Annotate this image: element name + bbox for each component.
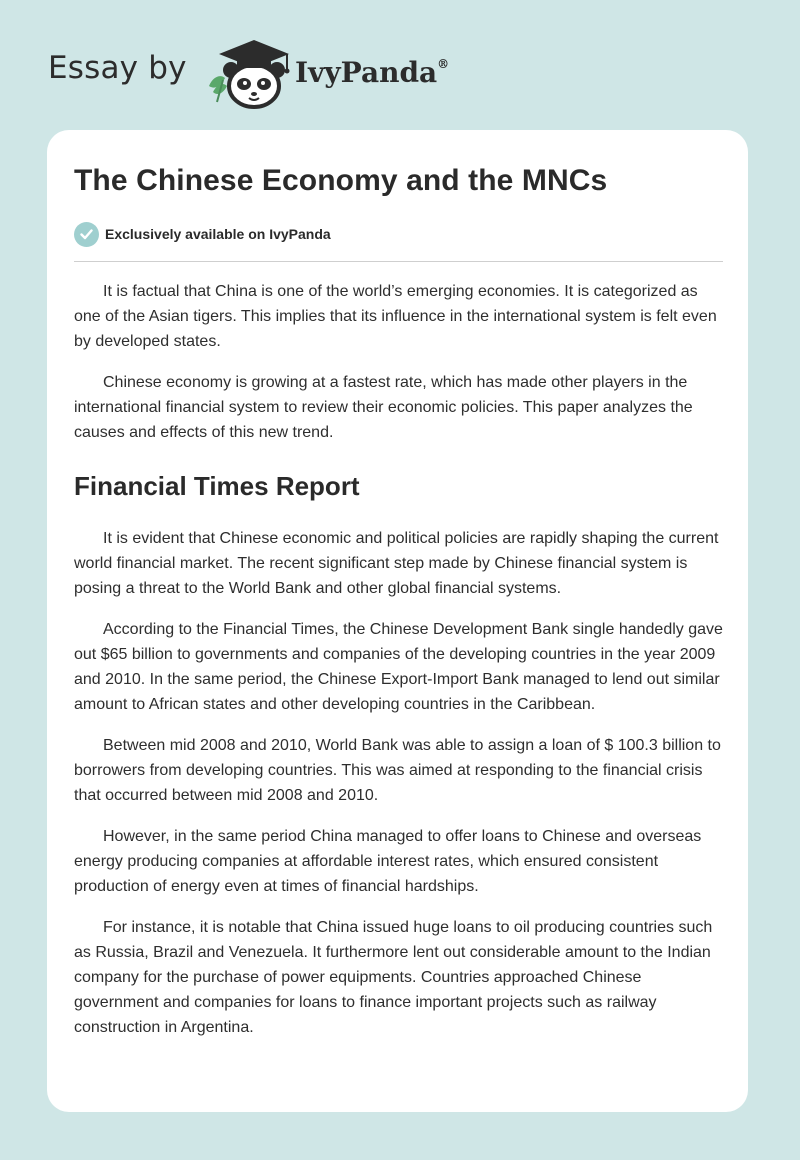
paragraph: Between mid 2008 and 2010, World Bank was able to assign a loan of $ 100.3 billion to borrowers from developing countries. This was aimed at responding to the financial crisis that occurred between mid 2008 and 2010. — [74, 737, 721, 804]
site-header — [48, 30, 548, 110]
page-title: The Chinese Economy and the MNCs — [74, 164, 608, 197]
essay-by-label: Essay by — [48, 50, 187, 86]
paragraph: According to the Financial Times, the Chinese Development Bank single handedly gave out $65 billion to governments and companies of the developing countries in the year 2009 and 2010. In the same period, the Chinese Export-Import Bank managed to lend out similar amount to African states and other developing countries in the Caribbean. — [74, 621, 723, 713]
panda-graduation-cap-icon[interactable] — [203, 36, 293, 110]
divider — [74, 261, 723, 262]
exclusive-badge — [74, 221, 331, 247]
section-heading: Financial Times Report — [74, 471, 360, 501]
paragraph: However, in the same period China managed to offer loans to Chinese and overseas energy producing companies at affordable interest rates, which ensured consistent production of energy even at times of financial hardships. — [74, 828, 702, 895]
paragraph: Chinese economy is growing at a fastest rate, which has made other players in the international financial system to review their economic policies. This paper analyzes the causes and effects of this new trend. — [74, 374, 693, 441]
paragraph: For instance, it is notable that China issued huge loans to oil producing countries such as Russia, Brazil and Venezuela. It furthermore lent out considerable amount to the Indian company for the purchase of power equipments. Countries approached Chinese government and companies for loans to finance important projects such as railway construction in Argentina. — [74, 919, 713, 1036]
brand-name[interactable]: IvyPanda® — [295, 56, 450, 89]
registered-mark: ® — [437, 56, 450, 71]
paragraph: It is evident that Chinese economic and political policies are rapidly shaping the current world financial market. The recent significant step made by Chinese financial system is posing a threat to the World Bank and other global financial systems. — [74, 530, 719, 597]
essay-body — [74, 279, 726, 1056]
exclusive-label: Exclusively available on IvyPanda — [105, 226, 331, 242]
essay-card — [47, 130, 748, 1112]
paragraph: It is factual that China is one of the world’s emerging economies. It is categorized as one of the Asian tigers. This implies that its influence in the international system is felt even by developed states. — [74, 283, 717, 350]
check-icon — [74, 222, 99, 247]
